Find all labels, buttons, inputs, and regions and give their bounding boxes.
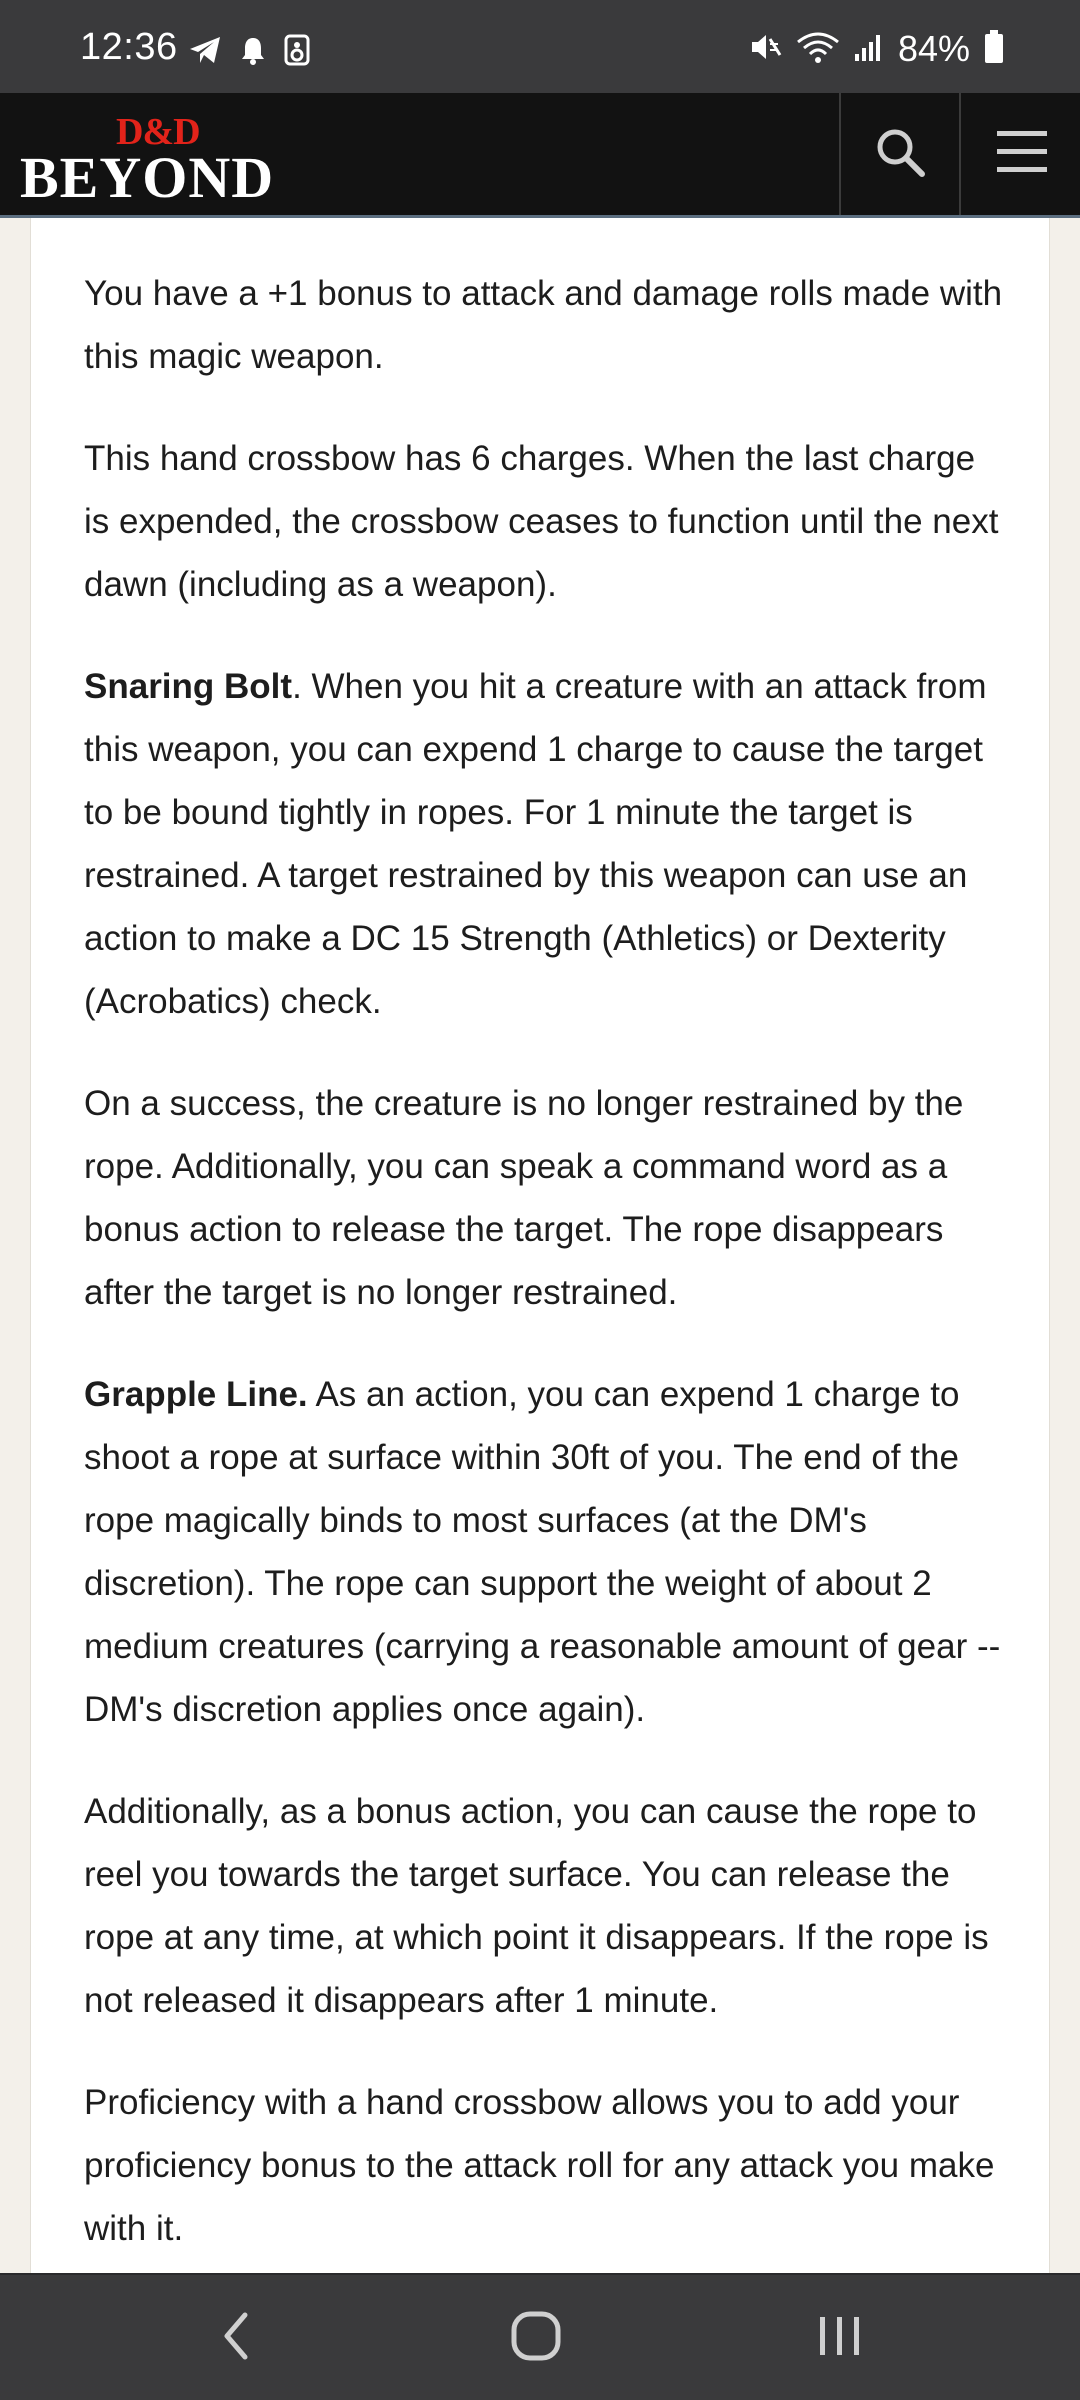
- grapple-line-title: Grapple Line.: [84, 1375, 308, 1414]
- system-navigation-bar: [0, 2273, 1080, 2400]
- signal-icon: [854, 32, 884, 67]
- status-left-icons: [188, 34, 310, 71]
- recents-button[interactable]: [800, 2303, 880, 2373]
- notification-bell-icon: [240, 35, 266, 70]
- dnd-beyond-logo[interactable]: [20, 110, 290, 210]
- sim-card-icon: [284, 34, 310, 71]
- back-icon: [219, 2311, 253, 2366]
- mute-icon: [748, 30, 782, 69]
- description-paragraph-1: You have a +1 bonus to attack and damage rolls made with this magic weapon.: [84, 274, 1003, 376]
- snaring-bolt-title: Snaring Bolt: [84, 667, 293, 706]
- home-icon: [510, 2310, 562, 2367]
- grapple-line-paragraph: [84, 1363, 1004, 1741]
- battery-icon: [984, 30, 1004, 69]
- telegram-icon: [188, 35, 222, 70]
- status-time: 12:36: [80, 26, 178, 68]
- description-paragraph-4: On a success, the creature is no longer restrained by the rope. Additionally, you can speak a command word as a bonus action to release the target. The rope disappears after the target is no longer restrained.: [84, 1084, 964, 1312]
- description-paragraph-2: This hand crossbow has 6 charges. When the last charge is expended, the crossbow ceases to function until the next dawn (including as a weapon).: [84, 439, 999, 604]
- home-button[interactable]: [496, 2303, 576, 2373]
- logo-dnd-text: D&D: [116, 111, 200, 153]
- hamburger-menu-icon: [997, 129, 1047, 180]
- snaring-bolt-paragraph: [84, 655, 1004, 1033]
- description-paragraph-6: Additionally, as a bonus action, you can cause the rope to reel you towards the target surface. You can release the rope at any time, at which point it disappears. If the rope is not released it disappears after 1 minute.: [84, 1792, 989, 2020]
- menu-button[interactable]: [959, 93, 1080, 215]
- description-paragraph-7: Proficiency with a hand crossbow allows you to add your proficiency bonus to the attack roll for any attack you make with it.: [84, 2083, 995, 2248]
- wifi-icon: [796, 30, 840, 69]
- recents-icon: [818, 2313, 862, 2364]
- status-right-icons: [748, 28, 1004, 70]
- search-button[interactable]: [839, 93, 959, 215]
- status-bar: [0, 0, 1080, 93]
- grapple-line-body: As an action, you can expend 1 charge to shoot a rope at surface within 30ft of you. The end of the rope magically binds to most surfaces (at the DM's discretion). The rope can support the weight of about 2 medium creatures (carrying a reasonable amount of gear -- DM's discretion applies once again).: [84, 1375, 1001, 1729]
- back-button[interactable]: [196, 2303, 276, 2373]
- search-icon: [874, 126, 926, 183]
- logo-beyond-text: BEYOND: [20, 145, 275, 210]
- snaring-bolt-body: . When you hit a creature with an attack from this weapon, you can expend 1 charge to cause the target to be bound tightly in ropes. For 1 minute the target is restrained. A target restrained by this weapon can use an action to make a DC 15 Strength (Athletics) or Dexterity (Acrobatics) check.: [84, 667, 987, 1021]
- item-description: [84, 262, 1004, 2299]
- battery-percentage: 84%: [897, 28, 970, 69]
